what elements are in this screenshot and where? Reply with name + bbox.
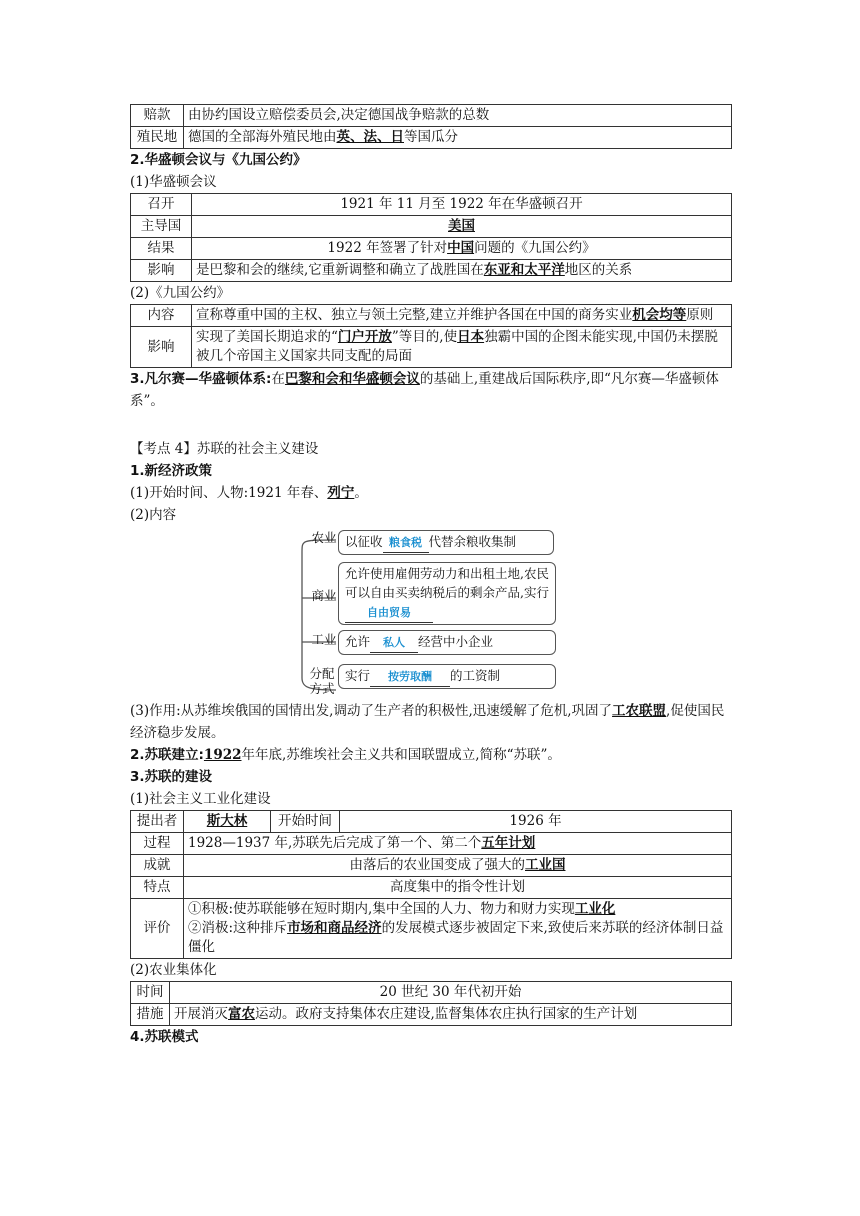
row-text: 德国的全部海外殖民地由英、法、日等国瓜分 <box>184 127 732 149</box>
section-title: 3.苏联的建设 <box>130 769 213 785</box>
row-header: 过程 <box>131 833 184 855</box>
underlined-answer: 日本 <box>457 329 485 345</box>
diagram-box-commerce: 允许使用雇佣劳动力和出租土地,农民可以自由买卖纳税后的剩余产品,实行自由贸易 <box>338 562 556 625</box>
underlined-answer: 工业国 <box>525 857 566 873</box>
table-row <box>131 327 732 368</box>
diagram-box-industry: 允许 私人 经营中小企业 <box>338 630 556 655</box>
nep-content-diagram <box>130 528 732 696</box>
section-title: 1.新经济政策 <box>130 463 213 479</box>
table-row <box>131 238 732 260</box>
table-row <box>131 811 732 833</box>
row-text <box>184 811 271 833</box>
table-row <box>131 194 732 216</box>
table-row <box>131 1004 732 1026</box>
table-row <box>131 877 732 899</box>
section-title: 2.苏联建立: <box>130 747 204 763</box>
section-title: 2.华盛顿会议与《九国公约》 <box>130 152 307 168</box>
underlined-answer: 巴黎和会和华盛顿会议 <box>284 371 420 387</box>
row-header: 主导国 <box>131 216 192 238</box>
underlined-answer: 英、法、日 <box>336 129 404 145</box>
subsection-title: (2)内容 <box>130 507 177 523</box>
underlined-answer: 列宁 <box>327 485 355 501</box>
table-row <box>131 982 732 1004</box>
underlined-answer: 富农 <box>228 1006 255 1022</box>
row-text: 1922 年签署了针对中国问题的《九国公约》 <box>192 238 732 260</box>
paragraph: 2.苏联建立:1922年年底,苏维埃社会主义共和国联盟成立,简称“苏联”。 <box>130 747 561 763</box>
row-text: 实现了美国长期追求的“门户开放”等目的,使日本独霸中国的企图未能实现,中国仍未摆脱被几个帝国主义国家共同支配的局面 <box>192 327 732 368</box>
diagram-box-distribution: 实行 按劳取酬 的工资制 <box>338 664 556 689</box>
table-row <box>131 216 732 238</box>
label-agriculture: 农业 <box>311 530 337 545</box>
table-row <box>131 305 732 327</box>
underlined-answer: 工业化 <box>574 901 616 917</box>
washington-conference-table <box>130 193 732 282</box>
row-text: 是巴黎和会的继续,它重新调整和确立了战胜国在东亚和太平洋地区的关系 <box>192 260 732 282</box>
row-text: 1921 年 11 月至 1922 年在华盛顿召开 <box>192 194 732 216</box>
row-header: 赔款 <box>131 105 184 127</box>
label-industry: 工业 <box>311 632 337 647</box>
row-header: 开始时间 <box>271 811 340 833</box>
underlined-answer: 工农联盟 <box>612 703 667 719</box>
collectivization-table <box>130 981 732 1026</box>
table-row <box>131 899 732 959</box>
treaty-terms-table <box>130 104 732 149</box>
paragraph: 3.凡尔赛—华盛顿体系:在巴黎和会和华盛顿会议的基础上,重建战后国际秩序,即“凡尔赛—华盛顿体系”。 <box>130 371 719 409</box>
row-text: 由协约国设立赔偿委员会,决定德国战争赔款的总数 <box>184 105 732 127</box>
row-text: 20 世纪 30 年代初开始 <box>170 982 732 1004</box>
row-text <box>192 216 732 238</box>
underlined-answer: 中国 <box>447 240 475 256</box>
underlined-answer: 市场和商品经济 <box>287 920 382 936</box>
paragraph: (3)作用:从苏维埃俄国的国情出发,调动了生产者的积极性,迅速缓解了危机,巩固了工农联盟,促使国民经济稳步发展。 <box>130 703 725 741</box>
underlined-answer: 东亚和太平洋 <box>483 262 565 278</box>
table-row <box>131 260 732 282</box>
filled-blank: 粮食税 <box>383 533 429 553</box>
filled-blank: 私人 <box>370 633 418 653</box>
underlined-answer: 斯大林 <box>206 813 248 829</box>
underlined-answer: 1922 <box>203 747 242 763</box>
row-header: 特点 <box>131 877 184 899</box>
row-header: 影响 <box>131 327 192 368</box>
underlined-answer: 机会均等 <box>632 307 687 323</box>
row-header: 评价 <box>131 899 184 959</box>
row-text: 宣称尊重中国的主权、独立与领土完整,建立并维护各国在中国的商务实业机会均等原则 <box>192 305 732 327</box>
row-header: 结果 <box>131 238 192 260</box>
row-header: 成就 <box>131 855 184 877</box>
row-header: 召开 <box>131 194 192 216</box>
subsection-title: (1)华盛顿会议 <box>130 174 217 190</box>
topic-heading: 【考点 4】苏联的社会主义建设 <box>130 441 319 457</box>
table-row <box>131 127 732 149</box>
table-row <box>131 105 732 127</box>
row-header: 殖民地 <box>131 127 184 149</box>
subsection-title: (2)农业集体化 <box>130 962 217 978</box>
row-header: 内容 <box>131 305 192 327</box>
diagram-box-agriculture: 以征收 粮食税 代替余粮收集制 <box>338 530 554 555</box>
label-commerce: 商业 <box>311 588 337 603</box>
subsection-title: (1)社会主义工业化建设 <box>130 791 271 807</box>
row-text: 由落后的农业国变成了强大的工业国 <box>184 855 732 877</box>
filled-blank: 按劳取酬 <box>370 667 450 687</box>
subsection-title: (2)《九国公约》 <box>130 285 231 301</box>
filled-blank: 自由贸易 <box>345 603 433 623</box>
label-distribution: 分配方式 <box>309 666 335 696</box>
row-text: 1926 年 <box>340 811 732 833</box>
row-text: 高度集中的指令性计划 <box>184 877 732 899</box>
row-text: 开展消灭富农运动。政府支持集体农庄建设,监督集体农庄执行国家的生产计划 <box>170 1004 732 1026</box>
underlined-answer: 门户开放 <box>337 329 392 345</box>
section-title: 3.凡尔赛—华盛顿体系: <box>130 371 272 387</box>
row-header: 影响 <box>131 260 192 282</box>
nine-power-treaty-table <box>130 304 732 368</box>
row-text: 1928—1937 年,苏联先后完成了第一个、第二个五年计划 <box>184 833 732 855</box>
underlined-answer: 五年计划 <box>481 835 536 851</box>
underlined-answer: 美国 <box>448 218 475 234</box>
paragraph: (1)开始时间、人物:1921 年春、列宁。 <box>130 485 368 501</box>
section-title: 4.苏联模式 <box>130 1029 199 1045</box>
row-header: 时间 <box>131 982 170 1004</box>
industrialization-table <box>130 810 732 959</box>
row-header: 措施 <box>131 1004 170 1026</box>
table-row <box>131 855 732 877</box>
table-row <box>131 833 732 855</box>
row-text: ①积极:使苏联能够在短时期内,集中全国的人力、物力和财力实现工业化 ②消极:这种排斥市场和商品经济的发展模式逐步被固定下来,致使后来苏联的经济体制日益僵化 <box>184 899 732 959</box>
row-header: 提出者 <box>131 811 184 833</box>
document-page <box>130 104 732 1048</box>
